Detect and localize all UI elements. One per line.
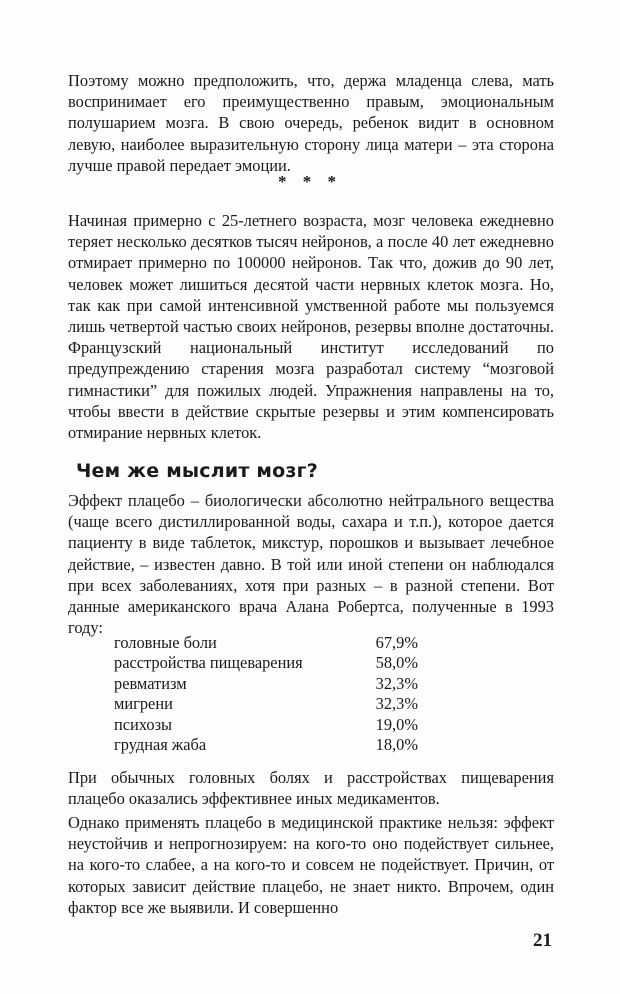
effect-value: 58,0% bbox=[375, 653, 418, 673]
paragraph-text: При обычных головных болях и расстройствах пищеварения плацебо оказались эффективнее иных медикаментов. bbox=[68, 768, 554, 809]
paragraph-placebo-intro bbox=[68, 490, 554, 638]
table-row bbox=[114, 715, 418, 735]
paragraph-neuron-loss bbox=[68, 210, 554, 443]
section-separator: * * * bbox=[278, 172, 342, 191]
effect-value: 67,9% bbox=[375, 633, 418, 652]
effect-value: 32,3% bbox=[375, 673, 418, 693]
paragraph-placebo-effectiveness bbox=[68, 767, 554, 809]
condition-label: мигрени bbox=[114, 694, 173, 714]
page-number: 21 bbox=[533, 930, 552, 951]
table-row bbox=[114, 653, 418, 673]
effect-value: 18,0% bbox=[375, 735, 418, 755]
placebo-effect-table bbox=[114, 633, 418, 755]
condition-label: психозы bbox=[114, 714, 173, 734]
condition-label: ревматизм bbox=[114, 673, 187, 693]
condition-label: грудная жаба bbox=[114, 735, 207, 755]
condition-label: расстройства пищеварения bbox=[114, 653, 303, 673]
paragraph-text: Поэтому можно предположить, что, держа младенца слева, мать воспринимает его преимущественно правым, эмоциональным полушарием мозга. В свою очередь, ребенок видит в основном левую, наиболее выразительную сторону лица матери – эта сторона лучше правой передает эмоции. bbox=[68, 71, 554, 175]
condition-label: головные боли bbox=[114, 633, 217, 652]
paragraph-text: Однако применять плацебо в медицинской практике нельзя: эффект неустойчив и непрогнозируем: на кого-то оно подействует сильнее, на кого-то слабее, а на кого-то и совсем не подействует. Причин, от которых зависит действие плацебо, не знает никто. Впрочем, один фактор все же выявили. И совершенно bbox=[68, 813, 554, 917]
effect-value: 32,3% bbox=[375, 694, 418, 714]
paragraph-text: Эффект плацебо – биологически абсолютно нейтрального вещества (чаще всего дистиллированной воды, сахара и т.п.), которое дается пациенту в виде таблеток, микстур, порошков и вызывает лечебное действие, – известен давно. В той или иной степени он наблюдался при всех заболеваниях, хотя при разных – в разной степени. Вот данные американского врача Алана Робертса, полученные в 1993 году: bbox=[68, 491, 554, 638]
table-row bbox=[114, 735, 418, 755]
section-heading: Чем же мыслит мозг? bbox=[76, 460, 318, 482]
paragraph-text: Начиная примерно с 25-летнего возраста, мозг человека ежедневно теряет несколько десятков тысяч нейронов, а после 40 лет ежедневно отмирает примерно по 100000 нейронов. Так что, дожив до 90 лет, человек может лишиться десятой части нервных клеток мозга. Но, так как при самой интенсивной умственной работе мы пользуемся лишь четвертой частью своих нейронов, резервы вполне достаточны. Французский национальный институт исследований по предупреждению старения мозга разработал систему “мозговой гимнастики” для пожилых людей. Упражнения направлены на то, чтобы ввести в действие скрытые резервы и этим компенсировать отмирание нервных клеток. bbox=[68, 211, 554, 443]
table-row bbox=[114, 694, 418, 714]
paragraph-mother-perception bbox=[68, 70, 554, 176]
table-row bbox=[114, 674, 418, 694]
table-row bbox=[114, 633, 418, 653]
paragraph-placebo-limitations bbox=[68, 812, 554, 918]
effect-value: 19,0% bbox=[375, 714, 418, 734]
